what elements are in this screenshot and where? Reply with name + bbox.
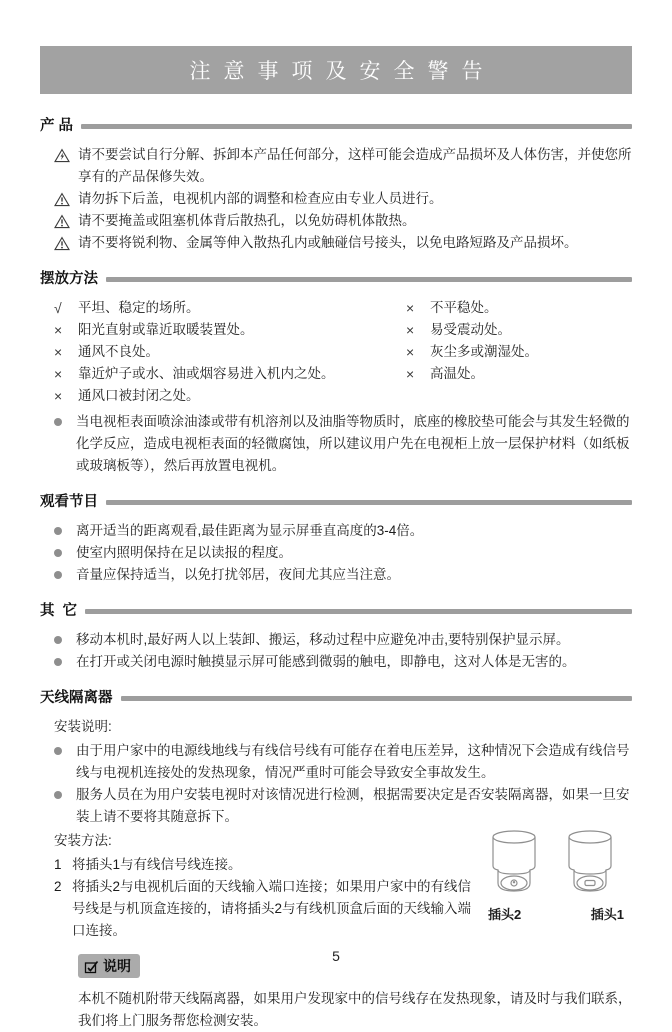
warning-item — [54, 188, 632, 210]
section-heading: 摆放方法 — [40, 271, 98, 287]
bullet-icon — [54, 520, 76, 542]
warning-text: 请不要尝试自行分解、拆卸本产品任何部分，这样可能会造成产品损坏及人体伤害，并使您所享有的产品保修失效。 — [78, 147, 632, 184]
placement-item — [54, 341, 392, 363]
bullet-icon — [54, 740, 76, 784]
section-other-header — [40, 599, 632, 620]
placement-note-text: 当电视柜表面喷涂油漆或带有机溶剂以及油脂等物质时，底座的橡胶垫可能会与其发生轻微的化学反应，造成电视柜表面的轻微腐蚀，所以建议用户先在电视柜上放一层保护材料（如纸板或玻璃板等），然后再放置电视机。 — [76, 414, 630, 473]
cross-mark: × — [54, 322, 63, 338]
placement-item — [54, 319, 392, 341]
install-method-row — [40, 828, 632, 942]
other-item — [54, 629, 632, 651]
other-text: 在打开或关闭电源时触摸显示屏可能感到微弱的触电，即静电，这对人体是无害的。 — [76, 654, 576, 669]
step-text: 将插头2与电视机后面的天线输入端口连接；如果用户家中的有线信号线是与机顶盒连接的，请将插头2与有线机顶盒后面的天线输入端口连接。 — [72, 879, 472, 938]
placement-item — [54, 297, 392, 319]
note-badge-label: 说明 — [103, 958, 131, 974]
placement-column-right — [392, 297, 632, 407]
plug-figures — [480, 828, 632, 942]
cross-mark: × — [406, 300, 415, 316]
install-method-label: 安装方法: — [54, 833, 112, 848]
warning-exclamation-icon — [54, 232, 78, 254]
placement-text: 高温处。 — [430, 366, 484, 381]
bullet-icon — [54, 651, 76, 673]
section-heading: 天线隔离器 — [40, 690, 113, 706]
section-rule — [121, 696, 633, 701]
placement-text: 平坦、稳定的场所。 — [78, 300, 200, 315]
viewing-item — [54, 520, 632, 542]
plug1-figure — [562, 828, 626, 900]
plug2-label: 插头2 — [488, 907, 522, 922]
section-rule — [106, 277, 632, 282]
bullet-icon — [54, 629, 76, 651]
section-placement-header — [40, 267, 632, 288]
placement-item — [54, 385, 392, 407]
step-item — [54, 854, 480, 876]
placement-text: 不平稳处。 — [430, 300, 498, 315]
cross-mark: × — [54, 344, 63, 360]
cross-mark: × — [54, 388, 63, 404]
section-rule — [85, 609, 632, 614]
bullet-icon — [54, 784, 76, 828]
isolator-note-item — [54, 784, 632, 828]
section-rule — [106, 500, 632, 505]
isolator-note-text: 服务人员在为用户安装电视时对该情况进行检测，根据需要决定是否安装隔离器，如果一旦安装上请不要将其随意拆下。 — [76, 787, 630, 824]
bullet-icon — [54, 564, 76, 586]
cross-mark: × — [54, 366, 63, 382]
install-note-label: 安装说明: — [54, 719, 112, 734]
step-number: 1 — [54, 857, 62, 872]
warning-item — [54, 210, 632, 232]
section-viewing-header — [40, 490, 632, 511]
plug1-label: 插头1 — [590, 907, 624, 922]
section-isolator — [40, 686, 632, 1032]
page-title: 注意事项及安全警告 — [40, 46, 632, 94]
placement-text: 易受震动处。 — [430, 322, 511, 337]
warning-text: 请不要将锐利物、金属等伸入散热孔内或触碰信号接头，以免电路短路及产品损坏。 — [78, 235, 578, 250]
section-viewing — [40, 490, 632, 586]
step-text: 将插头1与有线信号线连接。 — [72, 857, 242, 872]
cross-mark: × — [406, 344, 415, 360]
placement-item — [406, 341, 632, 363]
placement-item — [406, 297, 632, 319]
section-placement — [40, 267, 632, 477]
warning-item — [54, 232, 632, 254]
other-item — [54, 651, 632, 673]
step-number: 2 — [54, 879, 62, 894]
warning-exclamation-icon — [54, 188, 78, 210]
install-method-steps — [40, 828, 480, 942]
viewing-text: 音量应保持适当，以免打扰邻居，夜间尤其应当注意。 — [76, 567, 400, 582]
section-product — [40, 114, 632, 254]
isolator-note-text: 由于用户家中的电源线地线与有线信号线有可能存在着电压差异，这种情况下会造成有线信号线与电视机连接处的发热现象，情况严重时可能会导致安全事故发生。 — [76, 743, 630, 780]
viewing-text: 离开适当的距离观看,最佳距离为显示屏垂直高度的3-4倍。 — [76, 523, 424, 538]
cross-mark: × — [406, 322, 415, 338]
step-item — [54, 876, 480, 942]
warning-lightning-icon — [54, 144, 78, 188]
placement-text: 通风不良处。 — [78, 344, 159, 359]
section-product-header — [40, 114, 632, 135]
section-heading: 产 品 — [40, 118, 74, 134]
warning-text: 请勿拆下后盖，电视机内部的调整和检查应由专业人员进行。 — [78, 191, 443, 206]
placement-note — [54, 411, 632, 477]
placement-column-left — [40, 297, 392, 407]
section-isolator-header — [40, 686, 632, 707]
placement-text: 阳光直射或靠近取暖装置处。 — [78, 322, 254, 337]
viewing-item — [54, 542, 632, 564]
placement-text: 通风口被封闭之处。 — [78, 388, 200, 403]
placement-columns — [40, 297, 632, 407]
warning-item — [54, 144, 632, 188]
placement-item — [406, 363, 632, 385]
section-heading: 其 它 — [40, 603, 78, 619]
note-text: 本机不随机附带天线隔离器，如果用户发现家中的信号线存在发热现象，请及时与我们联系，我们将上门服务帮您检测安装。 — [78, 990, 632, 1028]
viewing-text: 使室内照明保持在足以读报的程度。 — [76, 545, 292, 560]
cross-mark: × — [406, 366, 415, 382]
placement-text: 灰尘多或潮湿处。 — [430, 344, 538, 359]
viewing-item — [54, 564, 632, 586]
bullet-icon — [54, 411, 76, 477]
plug2-figure — [486, 828, 550, 900]
other-text: 移动本机时,最好两人以上装卸、搬运，移动过程中应避免冲击,要特别保护显示屏。 — [76, 632, 570, 647]
section-other — [40, 599, 632, 673]
page-number: 5 — [332, 948, 340, 964]
placement-item — [406, 319, 632, 341]
isolator-note-item — [54, 740, 632, 784]
bullet-icon — [54, 542, 76, 564]
warning-text: 请不要掩盖或阻塞机体背后散热孔，以免妨碍机体散热。 — [78, 213, 416, 228]
warning-exclamation-icon — [54, 210, 78, 232]
placement-text: 靠近炉子或水、油或烟容易进入机内之处。 — [78, 366, 335, 381]
section-rule — [81, 124, 632, 129]
check-mark: √ — [54, 300, 62, 316]
section-heading: 观看节目 — [40, 494, 98, 510]
placement-item — [54, 363, 392, 385]
